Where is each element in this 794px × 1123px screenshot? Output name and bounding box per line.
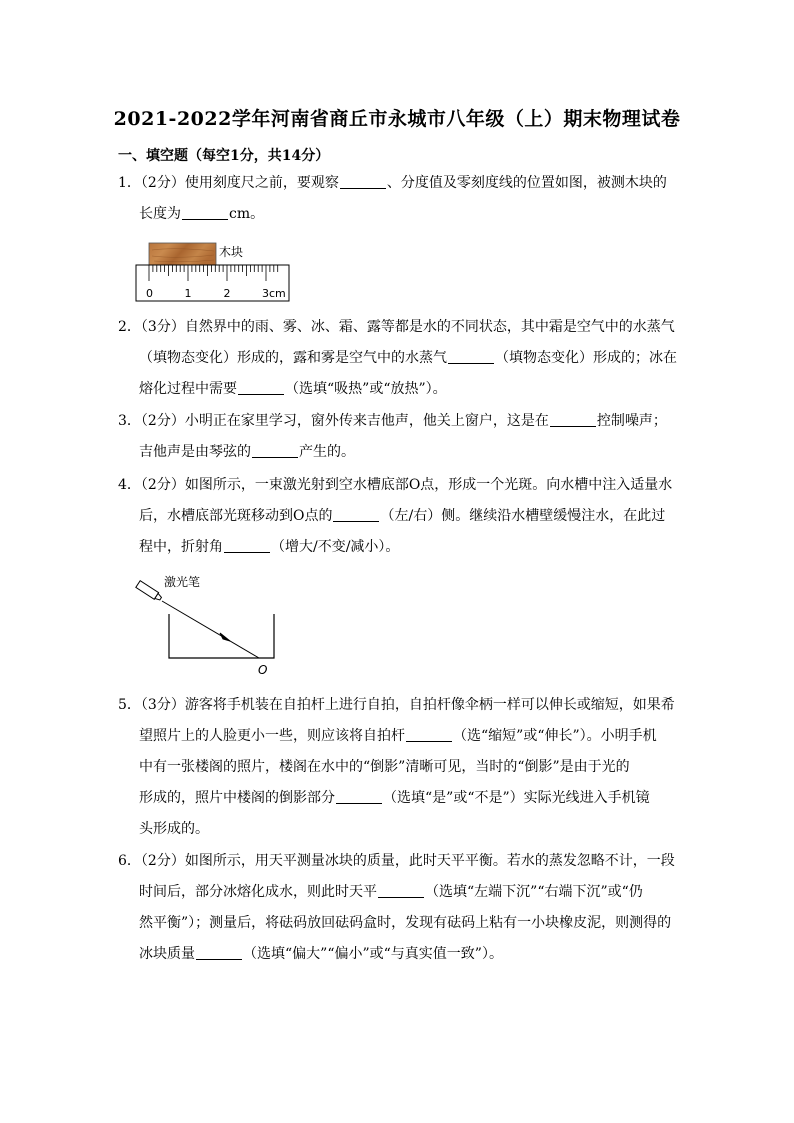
q3-text: 吉他声是由琴弦的 [139,444,251,460]
q5-text: 5．（3分）游客将手机装在自拍杆上进行自拍，自拍杆像伞柄一样可以伸长或缩短，如果希 [118,697,675,713]
answer-blank [406,727,452,742]
answer-blank [340,174,386,189]
laser-pen-icon [136,581,163,602]
q6-text: （选填“左端下沉”“右端下沉”或“仍 [425,884,643,900]
question-3 [118,406,678,468]
q4-text: 4．（2分）如图所示，一束激光射到空水槽底部O点，形成一个光斑。向水槽中注入适量水 [118,477,673,493]
q4-text: 程中，折射角 [139,539,223,555]
answer-blank [196,945,242,960]
q2-text: （选填“吸热”或“放热”）。 [285,381,447,397]
tick-label-0: 0 [146,287,153,300]
q2-text: （填物态变化）形成的，露和雾是空气中的水蒸气 [139,350,447,366]
q3-text: 3．（2分）小明正在家里学习，窗外传来吉他声，他关上窗户，这是在 [118,413,549,429]
q5-text: （选“缩短”或“伸长”）。小明手机 [453,728,657,744]
laser-pen-label: 激光笔 [164,575,201,589]
question-4 [118,470,678,563]
answer-blank [378,883,424,898]
answer-blank [224,538,270,553]
ray-arrow-icon [220,633,230,641]
answer-blank [336,789,382,804]
point-o-label: O [258,663,268,677]
q5-text: 头形成的。 [139,821,209,837]
section-heading: 一、填空题（每空1分，共14分） [118,148,330,164]
question-1 [118,168,678,230]
answer-blank [238,380,284,395]
q5-text: 中有一张楼阁的照片，楼阁在水中的“倒影”清晰可见，当时的“倒影”是由于光的 [139,759,630,775]
q6-text: 然平衡”）；测量后，将砝码放回砝码盒时，发现有砝码上粘有一小块橡皮泥，则测得的 [139,915,672,931]
q1-text: 、分度值及零刻度线的位置如图，被测木块的 [386,175,667,191]
answer-blank [448,349,494,364]
answer-blank [550,412,596,427]
q6-text: 冰块质量 [139,946,195,962]
q1-text: cm。 [229,206,265,222]
tick-label-2: 2 [223,287,231,300]
tick-label-3: 3cm [262,287,286,300]
tick-label-1: 1 [184,287,192,300]
q2-text: 熔化过程中需要 [139,381,237,397]
q2-text: 2．（3分）自然界中的雨、雾、冰、霜、露等都是水的不同状态，其中霜是空气中的水蒸气 [118,319,675,335]
q1-text: 长度为 [139,206,181,222]
block-label: 木块 [219,245,244,259]
q3-text: 产生的。 [299,444,355,460]
answer-blank [333,507,379,522]
answer-blank [182,205,228,220]
q4-text: （增大/不变/减小）。 [271,539,400,555]
q4-text: 后，水槽底部光斑移动到O点的 [139,508,333,524]
question-2 [118,312,678,405]
page-title: 2021-2022学年河南省商丘市永城市八年级（上）期末物理试卷 [113,108,681,130]
q6-text: （选填“偏大”“偏小”或“与真实值一致”）。 [243,946,503,962]
q5-text: 形成的，照片中楼阁的倒影部分 [139,790,335,806]
q6-text: 时间后，部分冰熔化成水，则此时天平 [139,884,377,900]
q3-text: 控制噪声； [596,413,667,429]
q5-text: （选填“是”或“不是”）实际光线进入手机镜 [383,790,650,806]
laser-ray [162,601,259,658]
laser-tank-figure [134,570,284,680]
q5-text: 望照片上的人脸更小一些，则应该将自拍杆 [139,728,405,744]
question-6 [118,846,678,970]
q6-text: 6．（2分）如图所示，用天平测量冰块的质量，此时天平平衡。若水的蒸发忽略不计，一段 [118,853,675,869]
ruler-figure [134,238,294,304]
q1-text: 1．（2分）使用刻度尺之前，要观察 [118,175,339,191]
q4-text: （左/右）侧。继续沿水槽壁缓慢注水，在此过 [380,508,666,524]
question-5 [118,690,678,845]
q2-text: （填物态变化）形成的；冰在 [495,350,677,366]
answer-blank [252,443,298,458]
